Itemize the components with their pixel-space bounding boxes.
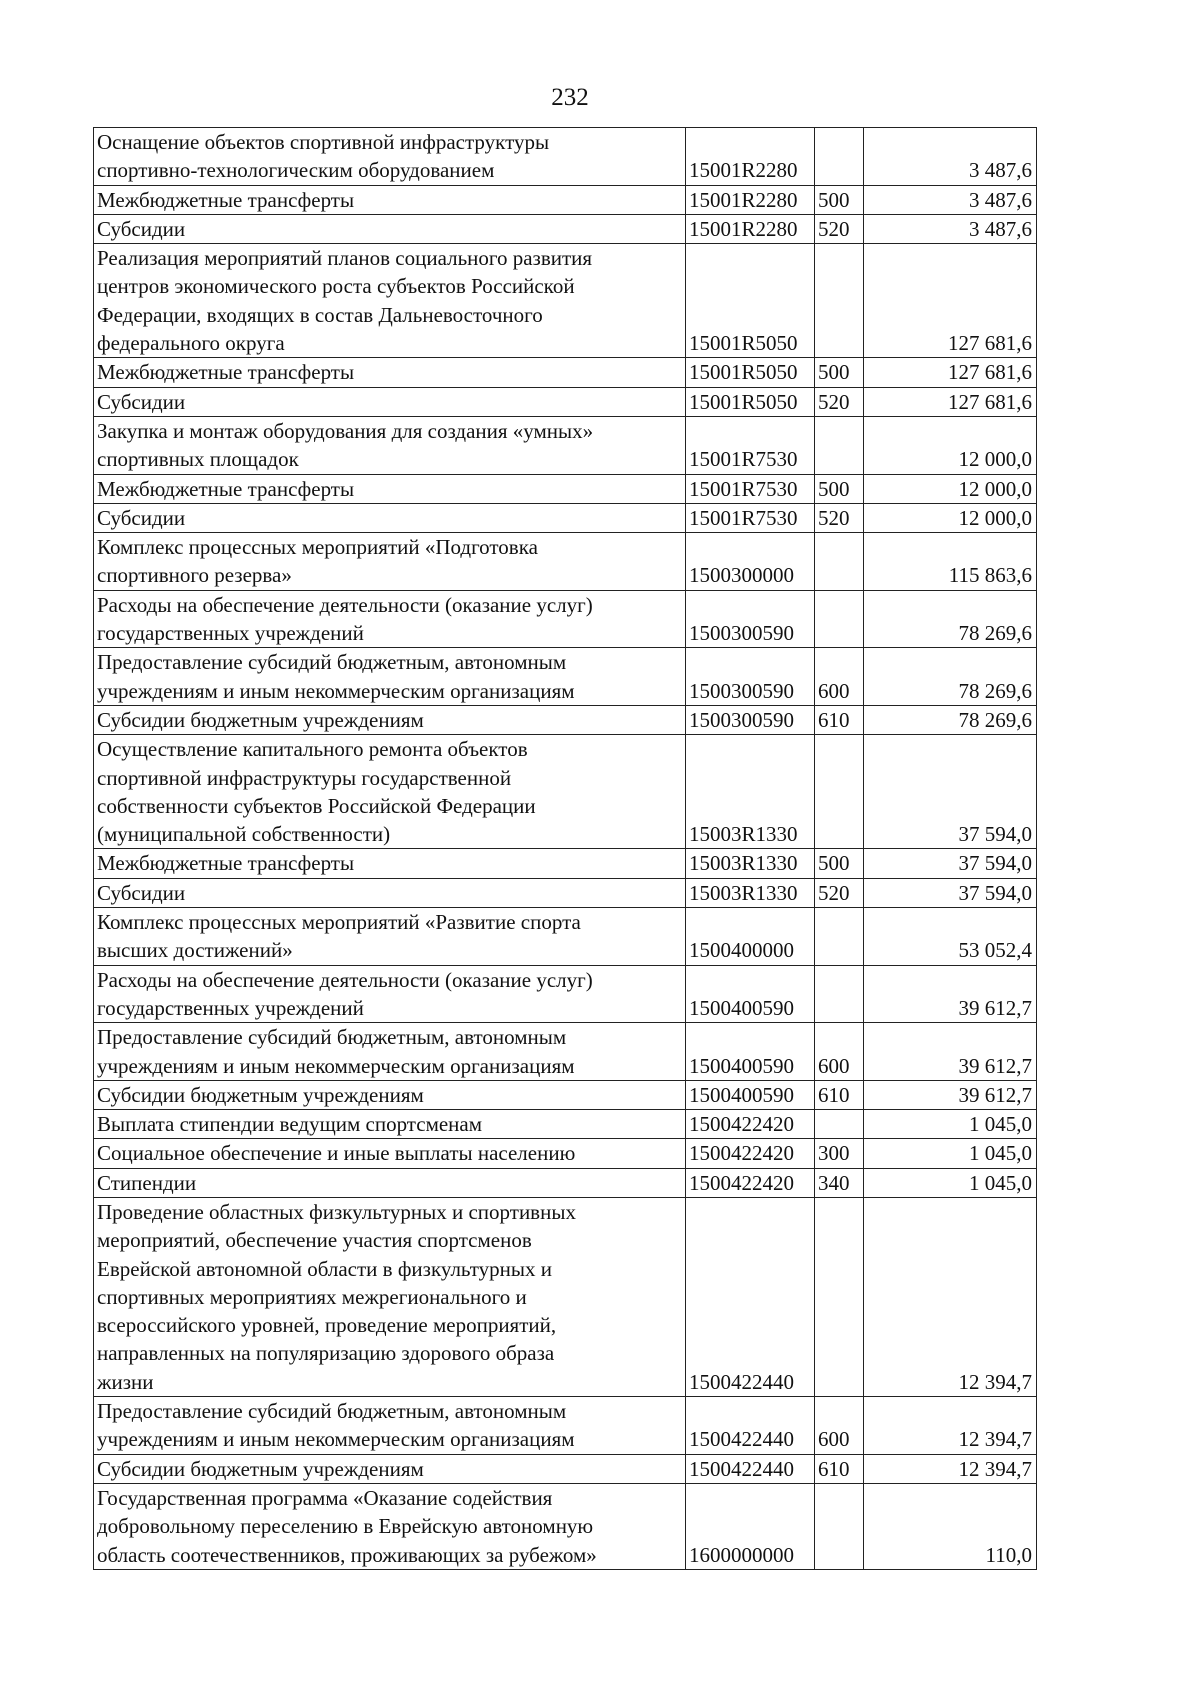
cell-expense-type: 610 <box>815 1454 864 1483</box>
table-row <box>94 878 1037 907</box>
cell-expense-type <box>815 128 864 186</box>
cell-name: Комплекс процессных мероприятий «Развитие спорта высших достижений» <box>94 908 686 966</box>
table-row <box>94 214 1037 243</box>
table-row <box>94 1080 1037 1109</box>
cell-name: Субсидии <box>94 878 686 907</box>
cell-target-code: 15003R1330 <box>686 878 815 907</box>
cell-name: Предоставление субсидий бюджетным, автономным учреждениям и иным некоммерческим организациям <box>94 1023 686 1081</box>
cell-target-code: 15001R5050 <box>686 244 815 358</box>
cell-target-code: 1500400590 <box>686 1023 815 1081</box>
cell-amount: 12 000,0 <box>864 503 1037 532</box>
cell-name: Проведение областных физкультурных и спортивных мероприятий, обеспечение участия спортсменов Еврейской автономной области в физкультурных и спортивных мероприятиях межрегионального и всероссийского уровней, проведение мероприятий, направленных на популяризацию здорового образа жизни <box>94 1197 686 1396</box>
cell-amount: 78 269,6 <box>864 590 1037 648</box>
cell-expense-type: 300 <box>815 1139 864 1168</box>
cell-target-code: 1500300590 <box>686 705 815 734</box>
table-row <box>94 185 1037 214</box>
cell-amount: 12 394,7 <box>864 1454 1037 1483</box>
cell-amount: 39 612,7 <box>864 965 1037 1023</box>
cell-name: Предоставление субсидий бюджетным, автономным учреждениям и иным некоммерческим организациям <box>94 1397 686 1455</box>
cell-amount: 127 681,6 <box>864 387 1037 416</box>
cell-amount: 39 612,7 <box>864 1080 1037 1109</box>
cell-name: Межбюджетные трансферты <box>94 358 686 387</box>
cell-target-code: 1500400000 <box>686 908 815 966</box>
cell-target-code: 1500422420 <box>686 1139 815 1168</box>
cell-amount: 37 594,0 <box>864 878 1037 907</box>
cell-target-code: 15003R1330 <box>686 735 815 849</box>
cell-target-code: 15001R7530 <box>686 474 815 503</box>
cell-expense-type: 500 <box>815 358 864 387</box>
cell-expense-type: 500 <box>815 474 864 503</box>
cell-amount: 127 681,6 <box>864 244 1037 358</box>
cell-expense-type <box>815 1483 864 1569</box>
cell-target-code: 1500422440 <box>686 1197 815 1396</box>
cell-expense-type <box>815 965 864 1023</box>
table-row <box>94 1397 1037 1455</box>
cell-expense-type <box>815 908 864 966</box>
cell-target-code: 15001R2280 <box>686 128 815 186</box>
cell-amount: 39 612,7 <box>864 1023 1037 1081</box>
table-row <box>94 1483 1037 1569</box>
table-row <box>94 416 1037 474</box>
cell-name: Субсидии <box>94 503 686 532</box>
cell-name: Расходы на обеспечение деятельности (оказание услуг) государственных учреждений <box>94 590 686 648</box>
cell-amount: 1 045,0 <box>864 1168 1037 1197</box>
cell-amount: 1 045,0 <box>864 1139 1037 1168</box>
cell-target-code: 15003R1330 <box>686 849 815 878</box>
cell-amount: 3 487,6 <box>864 185 1037 214</box>
cell-name: Реализация мероприятий планов социального развития центров экономического роста субъектов Российской Федерации, входящих в состав Дальневосточного федерального округа <box>94 244 686 358</box>
cell-expense-type <box>815 590 864 648</box>
cell-expense-type: 520 <box>815 503 864 532</box>
cell-amount: 12 000,0 <box>864 416 1037 474</box>
cell-name: Расходы на обеспечение деятельности (оказание услуг) государственных учреждений <box>94 965 686 1023</box>
cell-name: Межбюджетные трансферты <box>94 185 686 214</box>
cell-target-code: 15001R5050 <box>686 358 815 387</box>
cell-amount: 3 487,6 <box>864 214 1037 243</box>
table-row <box>94 128 1037 186</box>
cell-amount: 12 000,0 <box>864 474 1037 503</box>
cell-target-code: 1500422420 <box>686 1168 815 1197</box>
cell-amount: 3 487,6 <box>864 128 1037 186</box>
table-row <box>94 648 1037 706</box>
table-row <box>94 244 1037 358</box>
cell-expense-type <box>815 244 864 358</box>
cell-target-code: 1500300590 <box>686 648 815 706</box>
budget-table <box>93 127 1037 1570</box>
cell-target-code: 15001R5050 <box>686 387 815 416</box>
table-row <box>94 474 1037 503</box>
table-row <box>94 1197 1037 1396</box>
cell-target-code: 1500400590 <box>686 1080 815 1109</box>
table-row <box>94 705 1037 734</box>
cell-target-code: 15001R7530 <box>686 503 815 532</box>
cell-expense-type: 500 <box>815 849 864 878</box>
cell-target-code: 15001R2280 <box>686 214 815 243</box>
cell-name: Закупка и монтаж оборудования для создания «умных» спортивных площадок <box>94 416 686 474</box>
cell-name: Субсидии бюджетным учреждениям <box>94 1454 686 1483</box>
cell-target-code: 1500422440 <box>686 1454 815 1483</box>
cell-expense-type: 520 <box>815 387 864 416</box>
cell-target-code: 15001R7530 <box>686 416 815 474</box>
cell-name: Стипендии <box>94 1168 686 1197</box>
cell-amount: 78 269,6 <box>864 648 1037 706</box>
cell-expense-type: 600 <box>815 1023 864 1081</box>
table-row <box>94 1168 1037 1197</box>
cell-name: Комплекс процессных мероприятий «Подготовка спортивного резерва» <box>94 533 686 591</box>
table-row <box>94 1110 1037 1139</box>
cell-target-code: 1500422440 <box>686 1397 815 1455</box>
table-row <box>94 590 1037 648</box>
cell-target-code: 1500300590 <box>686 590 815 648</box>
cell-expense-type: 600 <box>815 1397 864 1455</box>
cell-amount: 37 594,0 <box>864 735 1037 849</box>
cell-target-code: 1500400590 <box>686 965 815 1023</box>
table-row <box>94 1023 1037 1081</box>
cell-expense-type: 500 <box>815 185 864 214</box>
cell-expense-type <box>815 735 864 849</box>
table-row <box>94 849 1037 878</box>
table-row <box>94 965 1037 1023</box>
cell-target-code: 15001R2280 <box>686 185 815 214</box>
table-row <box>94 1139 1037 1168</box>
cell-expense-type: 600 <box>815 648 864 706</box>
cell-amount: 1 045,0 <box>864 1110 1037 1139</box>
table-row <box>94 908 1037 966</box>
cell-expense-type: 610 <box>815 1080 864 1109</box>
cell-name: Субсидии <box>94 214 686 243</box>
cell-name: Предоставление субсидий бюджетным, автономным учреждениям и иным некоммерческим организациям <box>94 648 686 706</box>
cell-amount: 115 863,6 <box>864 533 1037 591</box>
cell-amount: 12 394,7 <box>864 1197 1037 1396</box>
table-row <box>94 358 1037 387</box>
cell-name: Оснащение объектов спортивной инфраструктуры спортивно-технологическим оборудованием <box>94 128 686 186</box>
cell-name: Выплата стипендии ведущим спортсменам <box>94 1110 686 1139</box>
cell-name: Социальное обеспечение и иные выплаты населению <box>94 1139 686 1168</box>
cell-name: Государственная программа «Оказание содействия добровольному переселению в Еврейскую автономную область соотечественников, проживающих за рубежом» <box>94 1483 686 1569</box>
cell-target-code: 1500300000 <box>686 533 815 591</box>
cell-name: Субсидии бюджетным учреждениям <box>94 1080 686 1109</box>
table-row <box>94 503 1037 532</box>
table-row <box>94 387 1037 416</box>
cell-amount: 37 594,0 <box>864 849 1037 878</box>
cell-expense-type <box>815 1110 864 1139</box>
cell-name: Межбюджетные трансферты <box>94 849 686 878</box>
cell-expense-type: 340 <box>815 1168 864 1197</box>
table-row <box>94 735 1037 849</box>
table-row <box>94 533 1037 591</box>
cell-expense-type <box>815 533 864 591</box>
cell-amount: 78 269,6 <box>864 705 1037 734</box>
cell-amount: 127 681,6 <box>864 358 1037 387</box>
table-row <box>94 1454 1037 1483</box>
cell-amount: 53 052,4 <box>864 908 1037 966</box>
cell-expense-type: 610 <box>815 705 864 734</box>
budget-table-body <box>94 128 1037 1570</box>
cell-expense-type: 520 <box>815 878 864 907</box>
cell-expense-type: 520 <box>815 214 864 243</box>
cell-amount: 12 394,7 <box>864 1397 1037 1455</box>
cell-amount: 110,0 <box>864 1483 1037 1569</box>
cell-expense-type <box>815 416 864 474</box>
cell-expense-type <box>815 1197 864 1396</box>
cell-name: Субсидии бюджетным учреждениям <box>94 705 686 734</box>
cell-target-code: 1500422420 <box>686 1110 815 1139</box>
cell-name: Субсидии <box>94 387 686 416</box>
cell-target-code: 1600000000 <box>686 1483 815 1569</box>
cell-name: Межбюджетные трансферты <box>94 474 686 503</box>
cell-name: Осуществление капитального ремонта объектов спортивной инфраструктуры государственной собственности субъектов Российской Федерации (муниципальной собственности) <box>94 735 686 849</box>
page-number: 232 <box>551 84 589 111</box>
